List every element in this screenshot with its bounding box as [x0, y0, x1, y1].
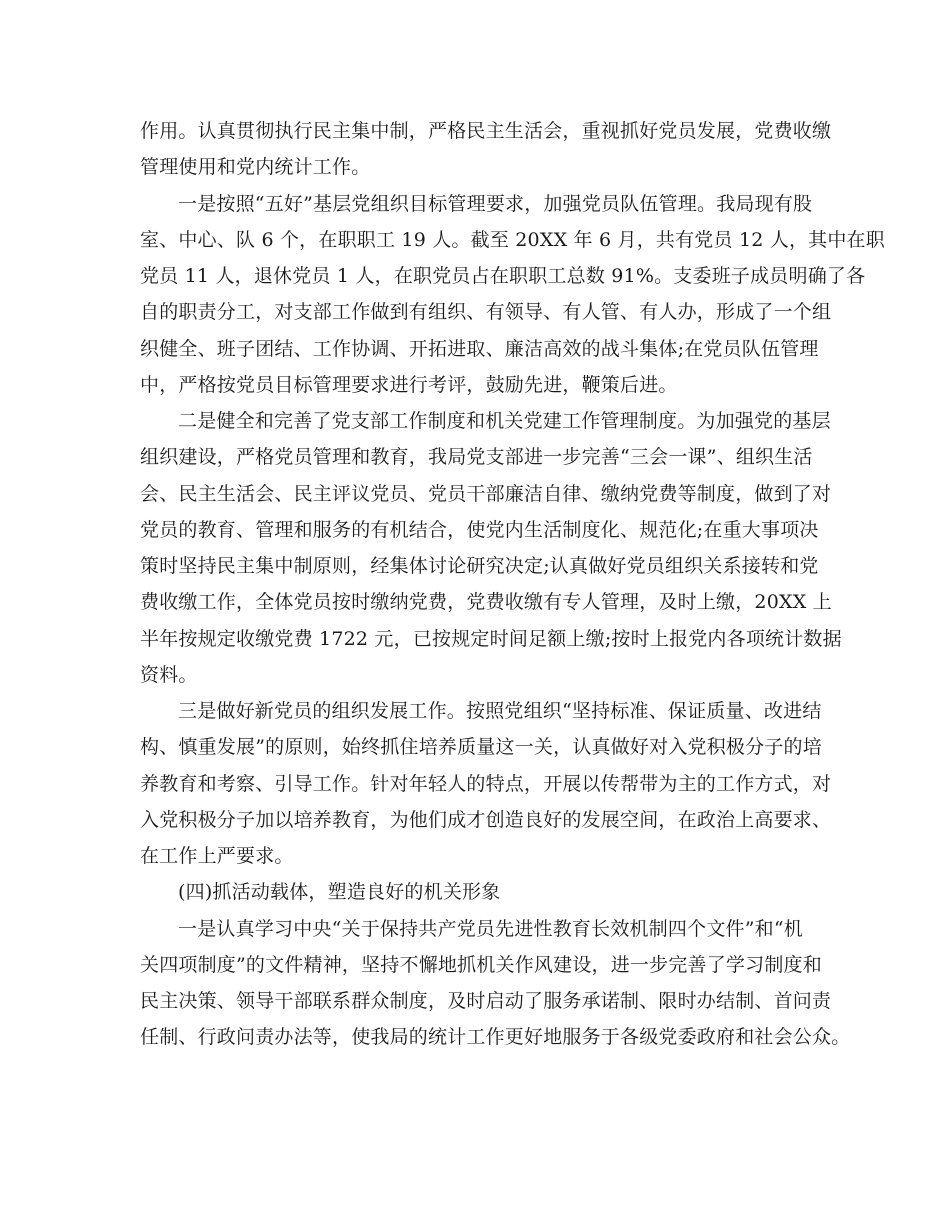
text-line: 自的职责分工，对支部工作做到有组织、有领导、有人管、有人办，形成了一个组 [140, 301, 832, 323]
text-line: 织健全、班子团结、工作协调、开拓进取、廉洁高效的战斗集体;在党员队伍管理 [140, 338, 819, 360]
text-line: 构、慎重发展”的原则，始终抓住培养质量这一关，认真做好对入党积极分子的培 [140, 736, 822, 758]
text-line: 半年按规定收缴党费 1722 元，已按规定时间足额上缴;按时上报党内各项统计数据 [140, 628, 842, 650]
text-line: 在工作上严要求。 [140, 845, 294, 867]
text-line: 会、民主生活会、民主评议党员、党员干部廉洁自律、缴纳党费等制度，做到了对 [140, 483, 832, 505]
text-line: 资料。 [140, 664, 198, 686]
text-line: 策时坚持民主集中制原则，经集体讨论研究决定;认真做好党员组织关系接转和党 [140, 555, 819, 577]
text-line: 养教育和考察、引导工作。针对年轻人的特点，开展以传帮带为主的工作方式，对 [140, 773, 832, 795]
text-line: 费收缴工作，全体党员按时缴纳党费，党费收缴有专人管理，及时上缴，20XX 上 [140, 591, 832, 613]
paragraph-first-line: 一是认真学习中央“关于保持共产党员先进性教育长效机制四个文件”和“机 [178, 918, 803, 940]
text-line: 管理使用和党内统计工作。 [140, 156, 371, 178]
text-line: 党员的教育、管理和服务的有机结合，使党内生活制度化、规范化;在重大事项决 [140, 519, 819, 541]
paragraph-first-line: 三是做好新党员的组织发展工作。按照党组织“坚持标准、保证质量、改进结 [178, 700, 822, 722]
paragraph-first-line: 一是按照“五好”基层党组织目标管理要求，加强党员队伍管理。我局现有股 [178, 193, 813, 215]
text-line: 作用。认真贯彻执行民主集中制，严格民主生活会，重视抓好党员发展，党费收缴 [140, 120, 832, 142]
text-line: 民主决策、领导干部联系群众制度，及时启动了服务承诺制、限时办结制、首问责 [140, 990, 832, 1012]
text-line: 入党积极分子加以培养教育，为他们成才创造良好的发展空间，在政治上高要求、 [140, 809, 832, 831]
text-line: 关四项制度”的文件精神，坚持不懈地抓机关作风建设，进一步完善了学习制度和 [140, 954, 822, 976]
paragraph-first-line: 二是健全和完善了党支部工作制度和机关党建工作管理制度。为加强党的基层 [178, 410, 831, 432]
text-line: 党员 11 人，退休党员 1 人，在职党员占在职职工总数 91%。支委班子成员明确了各 [140, 265, 866, 287]
section-heading: (四)抓活动载体，塑造良好的机关形象 [178, 881, 501, 903]
text-line: 任制、行政问责办法等，使我局的统计工作更好地服务于各级党委政府和社会公众。 [140, 1026, 851, 1048]
text-line: 室、中心、队 6 个，在职职工 19 人。截至 20XX 年 6 月，共有党员 12 人，其中在职 [140, 229, 885, 251]
text-line: 中，严格按党员目标管理要求进行考评，鼓励先进，鞭策后进。 [140, 374, 678, 396]
text-line: 组织建设，严格党员管理和教育，我局党支部进一步完善“三会一课”、组织生活 [140, 446, 813, 468]
